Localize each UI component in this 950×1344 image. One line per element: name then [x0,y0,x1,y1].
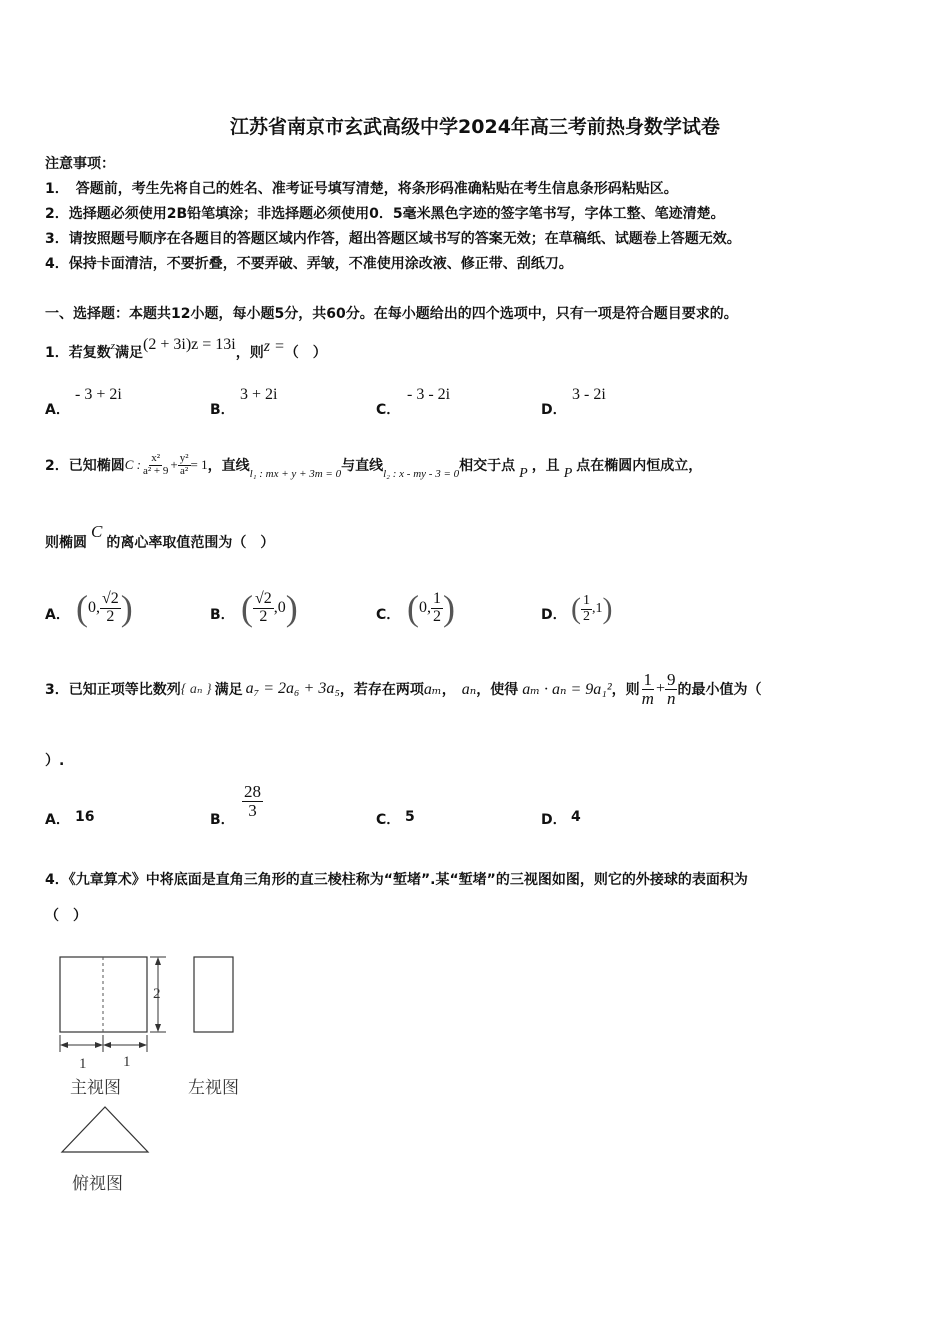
width-dimension [60,1035,147,1052]
q2-option-b-label: B． [210,607,235,623]
q4-stem-2: （ ） [45,908,87,924]
q2-option-c-label: C． [376,607,401,623]
q2-b-num: √2 [255,589,272,607]
q3-option-d-value: 4 [571,809,581,825]
q2-b-den: 2 [259,607,268,625]
q1-ask: z = [263,338,285,355]
q3-option-c-label: C． [376,812,401,828]
q3-n2: 9 [666,669,676,689]
q3-text-5: ，则 [611,682,640,698]
q2-text-1: 2．已知椭圆 [45,458,125,474]
q1-text-3: ，则 [235,345,264,361]
front-view [60,957,147,1032]
q1-text-1: 1．若复数 [45,345,111,361]
q3-comma: ， [441,682,456,698]
q2-option-d-value: ( $\frac{1}{2}$ ,1 ) [571,592,613,625]
q2-a-den: 2 [106,607,115,625]
q3-stem [45,662,761,716]
q3-am: aₘ [423,681,442,698]
q2-d-right: ,1 [592,601,603,616]
top-view-caption: 俯视图 [72,1174,123,1194]
q1-text-4: （ ） [284,345,327,361]
q3-equation-2: aₘ · aₙ = 9a₁² [522,681,612,698]
q2-text-3: 与直线 [341,458,384,474]
q2-option-a-label: A． [45,607,70,623]
q1-option-d-value: 3 - 2i [572,386,606,403]
q2-stem [45,444,702,486]
page-title: 江苏省南京市玄武高级中学2024年高三考前热身数学试卷 [230,116,720,138]
notice-heading: 注意事项： [45,156,115,172]
height-label: 2 [153,986,161,1002]
q2-option-d-label: D． [541,607,567,623]
q1-option-a-label: A． [45,402,70,418]
q2-x2: x² [151,451,161,464]
q2-c-num: 1 [433,589,441,607]
notice-item-4: 4．保持卡面清洁，不要折叠，不要弄破、弄皱，不准使用涂改液、修正带、刮纸刀。 [45,256,573,272]
q3-option-a-value: 16 [75,809,95,825]
q1-option-b-value: 3 + 2i [240,386,278,403]
q2-a-num: √2 [102,589,119,607]
q2-c-frac [431,591,443,626]
q3-an: aₙ [461,681,477,698]
q2-point-p1: P [519,466,528,481]
q3-text-7: ）. [45,753,65,769]
side-view-rect [194,957,233,1032]
q3-equation: a₇ = 2a₆ + 3a₅ [245,680,340,697]
q3-b-den: 3 [248,800,257,820]
q3-option-b-label: B． [210,812,235,828]
q3-text-2: 满足 [214,682,243,698]
q3-frac-1 [640,671,656,708]
q2-eq1: = 1 [190,457,208,472]
q2-line-2: l₂ : x - my - 3 = 0 [383,468,460,480]
q2-text-5: ，且 [531,458,560,474]
q2-option-a-value: ( 0, $\frac{√2}{2}$ ) [76,588,133,628]
q3-text-6: 的最小值为（ [677,682,762,698]
q2-a-frac [100,591,121,626]
q2-text-8: 的离心率取值范围为（ ） [106,535,275,551]
q2-option-b-value: ( $\frac{√2}{2}$ ,0 ) [241,588,298,628]
q1-text-2: 满足 [115,345,144,361]
q3-option-b-value [242,783,263,820]
q3-d1: m [641,688,654,708]
q2-stem-2 [45,522,275,552]
q2-d-den: 2 [583,608,590,624]
q2-fraction-x [141,453,170,477]
q3-frac-2 [665,671,678,708]
top-view-triangle [62,1107,148,1152]
q2-text-6: 点在椭圆内恒成立， [576,458,703,474]
q3-text-3: ，若存在两项 [339,682,424,698]
q1-option-a-value: - 3 + 2i [75,386,122,403]
q1-equation: (2 + 3i)z = 13i [143,336,236,353]
notice-item-3: 3．请按照题号顺序在各题目的答题区域内作答，超出答题区域书写的答案无效；在草稿纸、试题卷上答题无效。 [45,231,741,247]
q1-option-d-label: D． [541,402,567,418]
q3-d2: n [666,688,676,708]
q1-z: z [110,340,116,352]
notice-item-2: 2．选择题必须使用2B铅笔填涂；非选择题必须使用0．5毫米黑色字迹的签字笔书写，字体工整、笔迹清楚。 [45,206,725,222]
q2-d-num: 1 [583,592,590,608]
q2-c-den: 2 [433,607,441,625]
q3-sequence: { aₙ } [180,681,212,697]
q3-b-num: 28 [244,782,261,801]
q3-plus: + [655,680,665,697]
three-view-figure [0,940,300,1200]
q2-b-right: ,0 [273,599,286,616]
section-heading: 一、选择题：本题共12小题，每小题5分，共60分。在每小题给出的四个选项中，只有一项是符合题目要求的。 [45,306,738,322]
q2-y2: y² [179,451,189,464]
width-label-2: 1 [123,1054,131,1070]
q2-c-left: 0, [419,599,431,616]
q3-text-1: 3．已知正项等比数列 [45,682,181,698]
q2-fraction-y [178,453,191,477]
q2-text-7: 则椭圆 [45,535,87,551]
front-view-caption: 主视图 [70,1078,121,1098]
q2-b-frac [253,591,274,626]
q2-text-4: 相交于点 [459,458,516,474]
q4-stem: 4．《九章算术》中将底面是直角三角形的直三棱柱称为“堑堵”.某“堑堵”的三视图如图，则它的外接球的表面积为 [45,872,748,888]
q3-option-a-label: A． [45,812,70,828]
q3-option-c-value: 5 [405,809,415,825]
side-view-caption: 左视图 [188,1078,239,1098]
q3-b-frac [242,783,263,820]
q1-option-c-value: - 3 - 2i [407,386,451,403]
q2-plus: + [170,457,178,472]
q2-option-c-value: ( 0, $\frac{1}{2}$ ) [407,588,455,628]
q2-text-2: ，直线 [207,458,250,474]
q1-option-b-label: B． [210,402,235,418]
notice-item-1: 1． 答题前，考生先将自己的姓名、准考证号填写清楚，将条形码准确粘贴在考生信息条形码粘贴区。 [45,181,678,197]
q1-stem [45,336,327,362]
q2-a-left: 0, [88,599,100,616]
q2-a2: a² [180,464,189,477]
q2-d-frac [581,594,592,624]
q1-option-c-label: C． [376,402,401,418]
width-label-1: 1 [79,1056,87,1072]
q2-point-p2: P [563,466,573,481]
q3-option-d-label: D． [541,812,567,828]
q2-c: C [91,522,103,541]
q2-a2p9: a² + 9 [143,464,169,477]
q3-text-4: ，使得 [476,682,519,698]
q2-ellipse-prefix: C : [124,457,141,472]
q3-n1: 1 [643,669,653,689]
q2-line-1: l₁ : mx + y + 3m = 0 [249,468,342,480]
